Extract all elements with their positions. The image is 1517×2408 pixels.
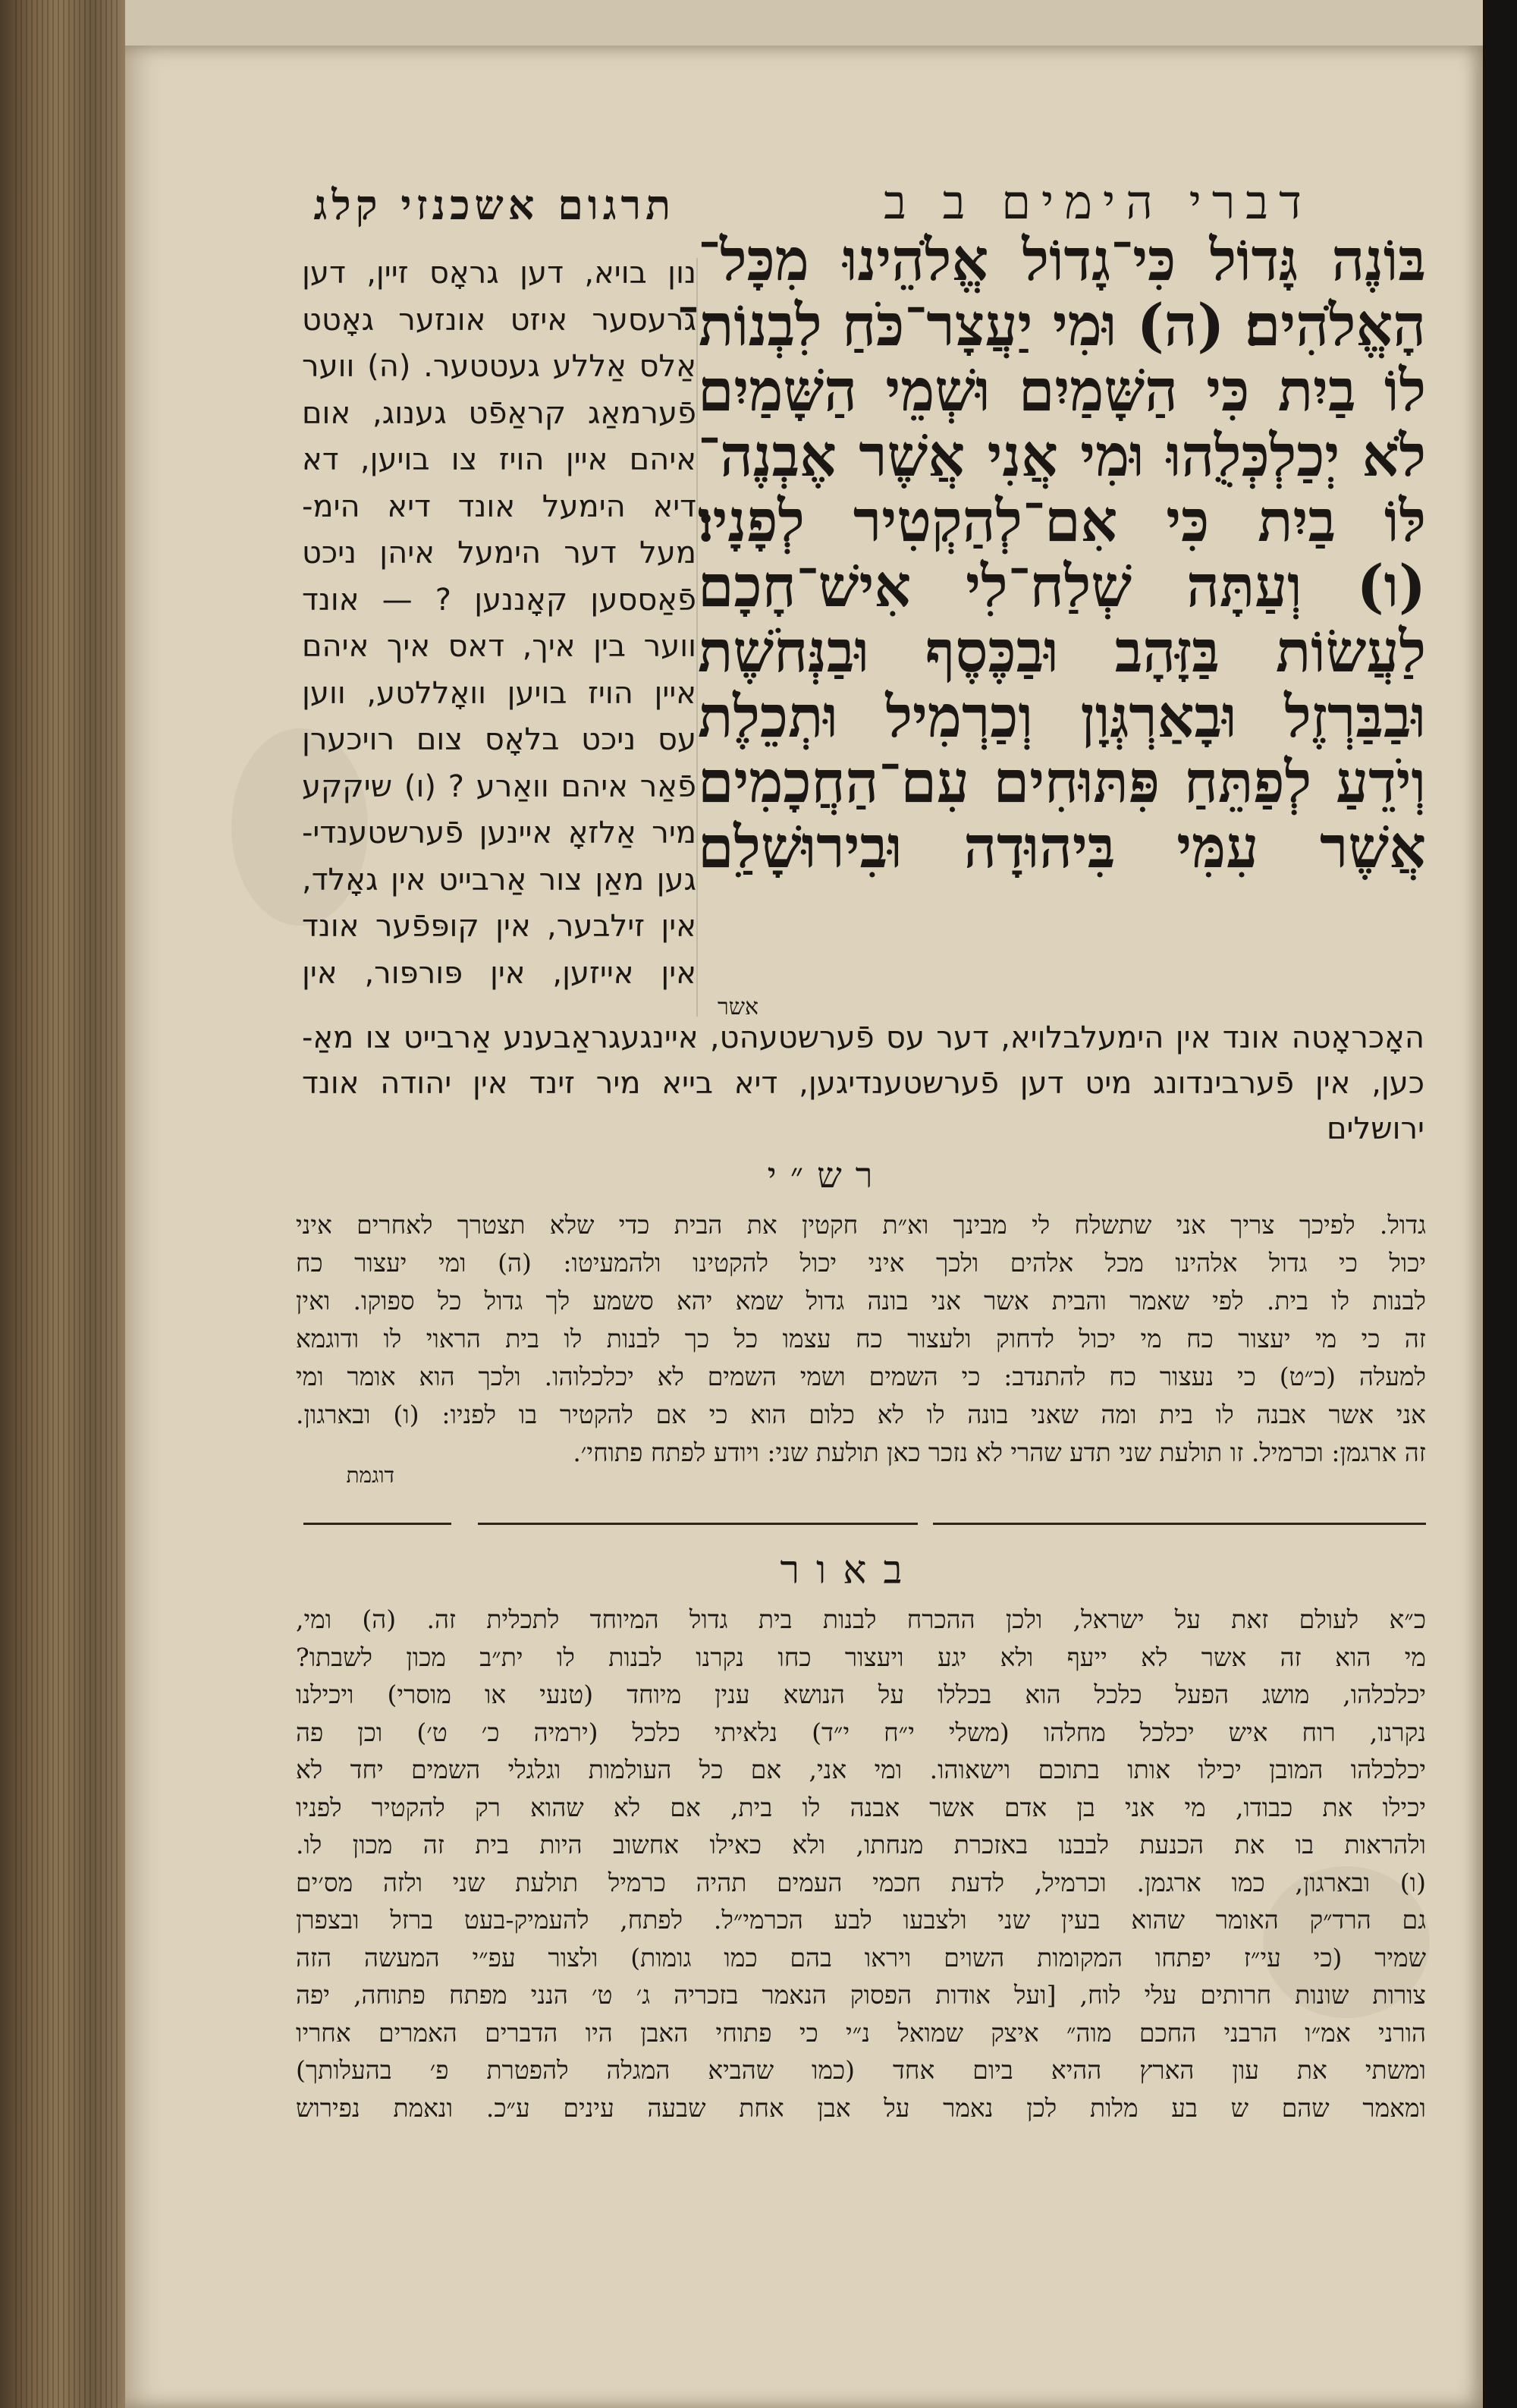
targum-line: אין זילבער, אין קופּפֿער אונד xyxy=(302,909,696,944)
biur-line: מי הוא זה אשר לא ייעף ולא יגע ויעצור כחו נקרנו לבנות לו ית״ב מכון לשבתו? xyxy=(296,1642,1426,1672)
biur-line: הורני אמ״ו הרבני החכם מוה״ איצק שמואל נ״י כי פתוחי האבן היו הדברים האמרים אחריו xyxy=(296,2017,1426,2048)
rashi-line: זה כי מי יעצור כח מי יכול לדחוק ולעצור כח עצמו כל כך לבנות לו בית הראוי לו ודוגמא xyxy=(296,1324,1426,1353)
biur-line: צורות שונות חרותים עלי לוח, [ועל אודות הפסוק הנאמר בזכריה ג׳ ט׳ הנני מפתח פתוחה, יפה xyxy=(296,1980,1426,2010)
biur-line: שמיר (כי עי״ז יפתחו המקומות השוים ויראו בהם כמו גומות) ולצור עפ״י המעשה הזה xyxy=(296,1942,1426,1973)
targum-column xyxy=(302,250,696,1009)
rashi-line: אני אשר אבנה לו בית ומה שאני בונה לו לא כלום הוא כי אם להקטיר בו לפניו: (ו) ובארגון. xyxy=(296,1400,1426,1429)
biur-line: (ו) ובארגון, כמו ארגמן. וכרמיל, לדעת חכמי העמים תהיה כרמיל תולעת שני ולזה מס׳ים xyxy=(296,1867,1426,1897)
page-top-edge xyxy=(125,0,1483,46)
biur-commentary xyxy=(296,1601,1426,2359)
biur-heading: באור xyxy=(780,1548,919,1593)
rashi-commentary xyxy=(296,1206,1426,1479)
bible-text xyxy=(676,226,1426,1009)
rashi-line: זה ארגמן: וכרמיל. זו תולעת שני תדע שהרי לא נזכר כאן תולעת שני: ויודע לפתח פתוחי׳. xyxy=(573,1438,1426,1467)
section-rule xyxy=(478,1523,918,1525)
bible-line: וְיֹדֵעַ לְפַתֵּחַ פִּתּוּחִים עִם־הַחֲכָמִים xyxy=(698,748,1426,816)
rashi-line: למעלה (כ״ט) כי נעצור כח להתנדב: כי השמים ושמי השמים לא יכלכלוהו. ולכך הוא אומר ומי xyxy=(296,1362,1426,1391)
biur-line: נקרנו, רוח איש יכלכל מחלהו (משלי י״ח י״ד) נלאיתי כלכל (ירמיה כ׳ ט׳) וכן פה xyxy=(296,1717,1426,1747)
biur-line: ולהראות בו את הכנעת לבבנו באזכרת מנחתו, ולא כאילו אחשוב היות בית זה מכון לו. xyxy=(296,1830,1426,1859)
targum-continuation xyxy=(302,1015,1424,1152)
targum-line: אין אייזען, אין פּורפּור, אין xyxy=(302,955,696,991)
biur-line: יכילו את כבודו, מי אני בן אדם אשר אבנה לו בית, אם לא שהוא רק להקטיר לפניו xyxy=(296,1792,1426,1822)
scan-border xyxy=(1483,0,1517,2408)
targum-line: ווער בין איך, דאס איך איהם xyxy=(302,629,696,664)
targum-line: גען מאַן צור אַרבייט אין גאָלד, xyxy=(302,862,696,897)
bible-line: בּוֹנֶה גָּדוֹל כִּי־גָדוֹל אֱלֹהֵינוּ מִכָּל־ xyxy=(698,226,1426,294)
targum-line: מעל דער הימעל איהן ניכט xyxy=(302,536,696,571)
rashi-line: יכול כי גדול אלהינו מכל אלהים ולכך איני יכול להקטינו ולהמעיטו: (ה) ומי יעצור כח xyxy=(296,1248,1426,1278)
bible-line: (ו) וְעַתָּה שְׁלַח־לִי אִישׁ־חָכָם xyxy=(698,552,1426,620)
biur-line: כ״א לעולם זאת על ישראל, ולכן ההכרח לבנות בית גדול המיוחד לתכלית זה. (ה) ומי, xyxy=(296,1605,1426,1634)
targum-cont-line: כען, אין פֿערבינדונג מיט דען פֿערשטענדיגען, דיא בייא מיר זינד אין יהודה אונד xyxy=(302,1066,1424,1101)
targum-line: דיא הימעל אונד דיא הימ- xyxy=(302,489,696,524)
bible-catchword: אשר xyxy=(718,994,758,1020)
section-rule xyxy=(933,1523,1426,1525)
running-title: דברי הימים ב ב xyxy=(884,174,1312,230)
targum-line: עס ניכט בלאָס צום רויכערן xyxy=(302,722,696,757)
bible-line: לֹא יְכַלְכְּלֻהוּ וּמִי אֲנִי אֲשֶׁר אֶבְנֶה־ xyxy=(698,422,1426,489)
bible-line: וּבַבַּרְזֶל וּבָאַרְגְּוָן וְכַרְמִיל וּתְכֵלֶת xyxy=(698,683,1426,750)
biur-line: יכלכלהו, מושג הפעל כלכל הוא בכללו על הנושא ענין מיוחד (טנעי או מוסרי) ויכילנו xyxy=(296,1680,1426,1709)
targum-line: גרעסער איזט אונזער גאָטט xyxy=(302,302,696,338)
running-title-targum: תרגום אשכנזי קלג xyxy=(313,181,675,229)
biur-line: גם הרד״ק האומר שהוא בעין שני ולצבעו לבע הכרמי״ל. לפתח, להעמיק-בעט ברזל ובצפרן xyxy=(296,1905,1426,1935)
targum-cont-line: ירושלים xyxy=(1327,1111,1424,1146)
bible-line: לּוֹ בַיִת כִּי אִם־לְהַקְטִיר לְפָנָיו׃ xyxy=(698,487,1426,555)
rashi-line: לבנות לו בית. לפי שאמר והבית אשר אני בונה גדול שמא יהא סשמע לך גדול כל ספוקו. ואין xyxy=(296,1286,1426,1316)
bible-line: הָאֱלֹהִים׃ (ה) וּמִי יַעֲצָר־כֹּחַ לִבְנוֹת־ xyxy=(676,291,1426,359)
bible-line: אֲשֶׁר עִמִּי בִּיהוּדָה וּבִירוּשָׁלִַם xyxy=(698,813,1426,881)
biur-line: יכלכלהו המובן יכילו אותו בתוכם וישאוהו. ומי אני, אם כל העולמות וגלגלי השמים יחד לא xyxy=(296,1755,1426,1784)
targum-line: פֿערמאַג קראַפֿט גענוג, אום xyxy=(302,395,696,431)
biur-line: ומשתי את עון הארץ ההיא ביום אחד (כמו שהביא המגלה להפטרת פ׳ בהעלותך) xyxy=(296,2055,1426,2085)
targum-line: אַלס אַללע געטטער. (ה) ווער xyxy=(302,349,696,384)
column-divider xyxy=(696,258,698,1017)
rashi-catchword: דוגמת xyxy=(346,1463,394,1488)
targum-cont-line: האָכראָטה אונד אין הימעלבלויא, דער עס פֿערשטעהט, איינגעגראַבענע אַרבייט צו מאַ- xyxy=(302,1020,1424,1055)
targum-line: פֿאַר איהם וואַרע ? (ו) שיקקע xyxy=(302,769,696,804)
targum-line: איהם איין הויז צו בויען, דא xyxy=(302,442,696,477)
targum-line: פֿאַססען קאָננען ? — אונד xyxy=(302,582,696,618)
targum-line: מיר אַלזאָ איינען פֿערשטענדי- xyxy=(302,816,696,850)
targum-line: איין הויז בויען וואָללטע, ווען xyxy=(302,675,696,711)
section-rule xyxy=(303,1523,451,1525)
bible-line: לַעֲשׂוֹת בַּזָּהָב וּבַכֶּסֶף וּבַנְּחֹשֶׁת xyxy=(698,618,1426,685)
targum-line: נון בויא, דען גראָס זיין, דען xyxy=(302,256,696,291)
rashi-heading: רש״י xyxy=(767,1155,887,1196)
bible-line: לוֹ בַיִת כִּי הַשָּׁמַיִם וּשְׁמֵי הַשָּׁמַיִם xyxy=(698,357,1426,424)
book-spine xyxy=(0,0,133,2408)
rashi-line: גדול. לפיכך צריך אני שתשלח לי מבינך וא״ת חקטין את הבית כדי שלא תצטרך לאחרים איני xyxy=(296,1210,1426,1240)
biur-line: ומאמר שהם ש בע מלות לכן נאמר על אבן אחת שבעה עינים ע״כ. ונאמת נפירוש xyxy=(296,2092,1426,2123)
